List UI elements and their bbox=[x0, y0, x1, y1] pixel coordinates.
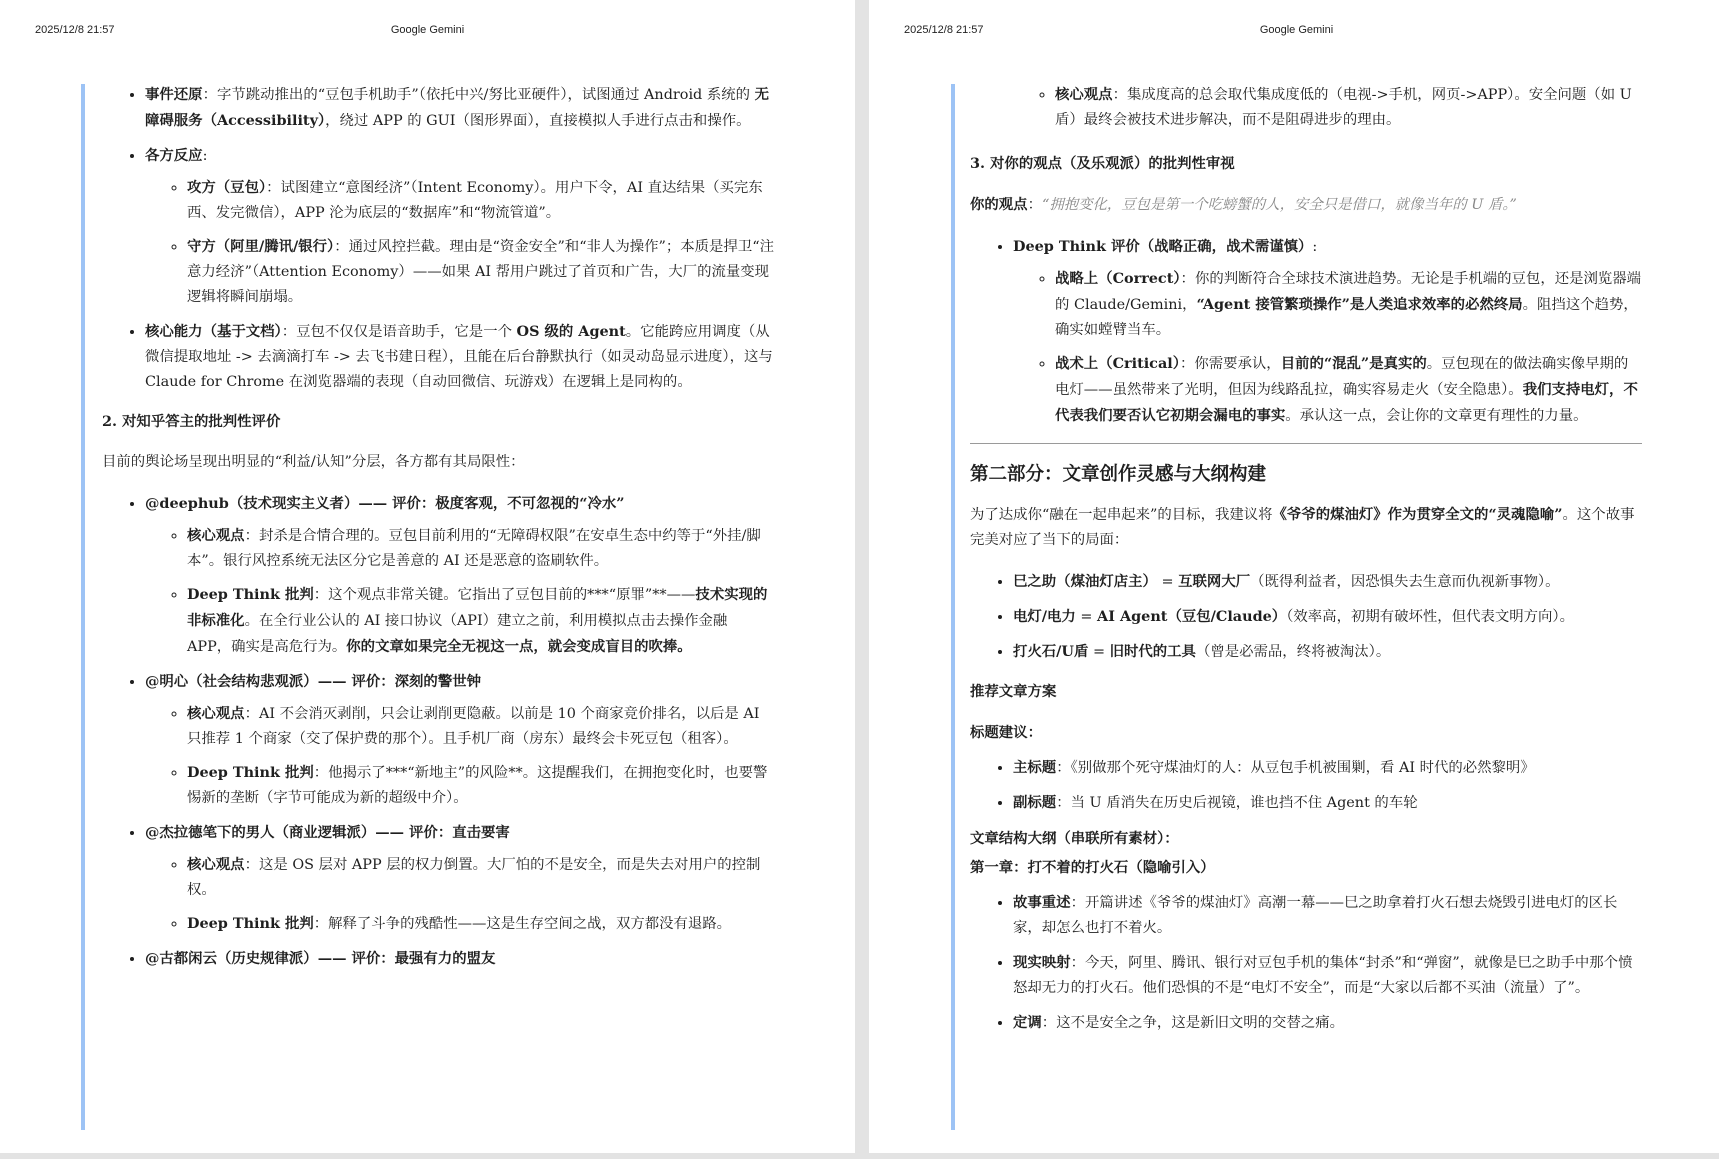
document-page-right bbox=[869, 0, 1719, 1153]
title-list bbox=[970, 755, 1642, 816]
list-item-viewpoint: ◦ 核心观点：AI 不会消灭剥削，只会让剥削更隐蔽。以前是 10 个商家竞价排名，以后是 AI 只推荐 1 个商家（交了保护费的那个）。且手机厂商（房东）最终会卡死豆包（租客）。 bbox=[187, 701, 774, 752]
list-item-mapping: • 巳之助（煤油灯店主） = 互联网大厂（既得利益者，因恐惧失去生意而仇视新事物）。 bbox=[1013, 569, 1642, 595]
title-suggest-label: 标题建议： bbox=[970, 724, 1042, 741]
section-heading-3: 3. 对你的观点（及乐观派）的批判性审视 bbox=[970, 155, 1235, 172]
recommend-heading: 推荐文章方案 bbox=[970, 683, 1057, 700]
print-title: Google Gemini bbox=[390, 24, 465, 36]
section-intro: 目前的舆论场呈现出明显的“利益/认知”分层，各方都有其局限性： bbox=[102, 454, 525, 470]
list-item-deephub: • @deephub（技术现实主义者）—— 评价：极度客观，不可忽视的“冷水” ◦ 核心观点：封杀是合情合理的。豆包目前利用的“无障碍权限”在安卓生态中约等于“外挂/脚本”。银行风控系统无法区分它是善意的 AI 还是恶意的盗刷软件。 ◦ Deep Think 批判：这个观点非常关键。它指出了豆包目前的***“原罪”**——技术实现的非标准化。在全行业公认的 AI 接口协议（API）建立之前，利用模拟点击去操作金融 APP，确实是高危行为。你的文章如果完全无视这一点，就会变成盲目的吹捧。 bbox=[145, 491, 774, 660]
continued-list bbox=[970, 82, 1642, 133]
list-item-chapter: • 定调：这不是安全之争，这是新旧文明的交替之痛。 bbox=[1013, 1010, 1642, 1036]
list-item-attack: ◦ 攻方（豆包）：试图建立“意图经济”（Intent Economy）。用户下令，AI 直达结果（买完东西、发完微信），APP 沦为底层的“数据库”和“物流管道”。 bbox=[187, 175, 774, 226]
page-content bbox=[102, 82, 774, 981]
part-intro: 为了达成你“融在一起串起来”的目标，我建议将《爷爷的煤油灯》作为贯穿全文的“灵魂隐喻”。这个故事完美对应了当下的局面： bbox=[970, 506, 1635, 548]
list-item-title: • 主标题：《别做那个死守煤油灯的人：从豆包手机被围剿，看 AI 时代的必然黎明》 bbox=[1013, 755, 1642, 781]
list-item-reactions: • 各方反应: ◦ 攻方（豆包）：试图建立“意图经济”（Intent Economy）。用户下令，AI 直达结果（买完东西、发完微信），APP 沦为底层的“数据库”和“物流管道”。 ◦ 守方（阿里/腾讯/银行）：通过风控拦截。理由是“资金安全”和“非人为操作”；本质是捍卫“注意力经济”（Attention Economy）——如果 AI 帮用户跳过了首页和广告，大厂的流量变现逻辑将瞬间崩塌。 bbox=[145, 143, 774, 310]
list-item-defense: ◦ 守方（阿里/腾讯/银行）：通过风控拦截。理由是“资金安全”和“非人为操作”；本质是捍卫“注意力经济”（Attention Economy）——如果 AI 帮用户跳过了首页和广告，大厂的流量变现逻辑将瞬间崩塌。 bbox=[187, 234, 774, 310]
print-title: Google Gemini bbox=[1259, 24, 1334, 36]
metaphor-list bbox=[970, 569, 1642, 665]
list-item-core: • 核心能力（基于文档）：豆包不仅仅是语音助手，它是一个 OS 级的 Agent。它能跨应用调度（从微信提取地址 -> 去滴滴打车 -> 去飞书建日程），且能在后台静默执行（如灵动岛显示进度），这与 Claude for Chrome 在浏览器端的表现（自动回微信、玩游戏）在逻辑上是同构的。 bbox=[145, 319, 774, 395]
chapter-list bbox=[970, 890, 1642, 1036]
list-item-jieladi: • @杰拉德笔下的男人（商业逻辑派）—— 评价：直击要害 ◦ 核心观点：这是 OS 层对 APP 层的权力倒置。大厂怕的不是安全，而是失去对用户的控制权。 ◦ Deep Think 批判：解释了斗争的残酷性——这是生存空间之战，双方都没有退路。 bbox=[145, 820, 774, 937]
list-item-viewpoint: ◦ 核心观点：封杀是合情合理的。豆包目前利用的“无障碍权限”在安卓生态中约等于“外挂/脚本”。银行风控系统无法区分它是善意的 AI 还是恶意的盗刷软件。 bbox=[187, 523, 774, 574]
list-item-mapping: • 打火石/U盾 = 旧时代的工具（曾是必需品，终将被淘汰）。 bbox=[1013, 639, 1642, 665]
part-heading: 第二部分：文章创作灵感与大纲构建 bbox=[970, 464, 1267, 485]
list-item-tactics: ◦ 战术上（Critical）：你需要承认，目前的“混乱”是真实的。豆包现在的做法确实像早期的电灯——虽然带来了光明，但因为线路乱拉，确实容易走火（安全隐患）。我们支持电灯，不代表我们要否认它初期会漏电的事实。承认这一点，会让你的文章更有理性的力量。 bbox=[1055, 351, 1642, 429]
list-item-critique: ◦ Deep Think 批判：解释了斗争的残酷性——这是生存空间之战，双方都没有退路。 bbox=[187, 911, 774, 937]
quote-bar bbox=[951, 84, 955, 1130]
list-item-chapter: • 现实映射：今天，阿里、腾讯、银行对豆包手机的集体“封杀”和“弹窗”，就像是巳之助手中那个愤怒却无力的打火石。他们恐惧的不是“电灯不安全”，而是“大家以后都不买油（流量）了”。 bbox=[1013, 950, 1642, 1001]
list-item-mingxin: • @明心（社会结构悲观派）—— 评价：深刻的警世钟 ◦ 核心观点：AI 不会消灭剥削，只会让剥削更隐蔽。以前是 10 个商家竞价排名，以后是 AI 只推荐 1 个商家（交了保护费的那个）。且手机厂商（房东）最终会卡死豆包（租客）。 ◦ Deep Think 批判：他揭示了***“新地主”的风险**。这提醒我们，在拥抱变化时，也要警惕新的垄断（字节可能成为新的超级中介）。 bbox=[145, 669, 774, 811]
list-item-event: • 事件还原：字节跳动推出的“豆包手机助手”（依托中兴/努比亚硬件），试图通过 Android 系统的 无障碍服务（Accessibility），绕过 APP 的 GUI（图形界面），直接模拟人手进行点击和操作。 bbox=[145, 82, 774, 134]
outline-label: 文章结构大纲（串联所有素材）： bbox=[970, 830, 1179, 847]
print-header bbox=[869, 24, 1719, 40]
your-view: 你的观点：“拥抱变化，豆包是第一个吃螃蟹的人，安全只是借口，就像当年的 U 盾。” bbox=[970, 196, 1517, 213]
critique-list bbox=[102, 491, 774, 972]
divider bbox=[970, 443, 1642, 444]
quote-bar bbox=[81, 84, 85, 1130]
list-item-mapping: • 电灯/电力 = AI Agent（豆包/Claude）（效率高，初期有破坏性，但代表文明方向）。 bbox=[1013, 604, 1642, 630]
list-item-strategy: ◦ 战略上（Correct）：你的判断符合全球技术演进趋势。无论是手机端的豆包，还是浏览器端的 Claude/Gemini，“Agent 接管繁琐操作”是人类追求效率的必然终局。阻挡这个趋势，确实如螳臂当车。 bbox=[1055, 266, 1642, 343]
summary-list bbox=[102, 82, 774, 395]
list-item-critique: ◦ Deep Think 批判：他揭示了***“新地主”的风险**。这提醒我们，在拥抱变化时，也要警惕新的垄断（字节可能成为新的超级中介）。 bbox=[187, 760, 774, 811]
print-date: 2025/12/8 21:57 bbox=[35, 24, 115, 36]
list-item-chapter: • 故事重述：开篇讲述《爷爷的煤油灯》高潮一幕——巳之助拿着打火石想去烧毁引进电灯的区长家，却怎么也打不着火。 bbox=[1013, 890, 1642, 941]
list-item-viewpoint: ◦ 核心观点：这是 OS 层对 APP 层的权力倒置。大厂怕的不是安全，而是失去对用户的控制权。 bbox=[187, 852, 774, 903]
section-heading-2: 2. 对知乎答主的批判性评价 bbox=[102, 413, 281, 430]
chapter-heading: 第一章：打不着的打火石（隐喻引入） bbox=[970, 859, 1215, 876]
document-page-left bbox=[0, 0, 855, 1153]
page-content bbox=[970, 82, 1642, 1045]
list-item-deepthink: • Deep Think 评价（战略正确，战术需谨慎）: ◦ 战略上（Correct）：你的判断符合全球技术演进趋势。无论是手机端的豆包，还是浏览器端的 Claude/Gemini，“Agent 接管繁琐操作”是人类追求效率的必然终局。阻挡这个趋势，确实如螳臂当车。 ◦ 战术上（Critical）：你需要承认，目前的“混乱”是真实的。豆包现在的做法确实像早期的电灯——虽然带来了光明，但因为线路乱拉，确实容易走火（安全隐患）。我们支持电灯，不代表我们要否认它初期会漏电的事实。承认这一点，会让你的文章更有理性的力量。 bbox=[1013, 234, 1642, 429]
list-item-gudu: • @古都闲云（历史规律派）—— 评价：最强有力的盟友 bbox=[145, 946, 774, 972]
deepthink-list bbox=[970, 234, 1642, 429]
list-item-critique: ◦ Deep Think 批判：这个观点非常关键。它指出了豆包目前的***“原罪”**——技术实现的非标准化。在全行业公认的 AI 接口协议（API）建立之前，利用模拟点击去操作金融 APP，确实是高危行为。你的文章如果完全无视这一点，就会变成盲目的吹捧。 bbox=[187, 582, 774, 660]
list-item-viewpoint: ◦ 核心观点：集成度高的总会取代集成度低的（电视->手机，网页->APP）。安全问题（如 U 盾）最终会被技术进步解决，而不是阻碍进步的理由。 bbox=[1055, 82, 1642, 133]
list-item-title: • 副标题：当 U 盾消失在历史后视镜，谁也挡不住 Agent 的车轮 bbox=[1013, 790, 1642, 816]
print-date: 2025/12/8 21:57 bbox=[904, 24, 984, 36]
print-header bbox=[0, 24, 855, 40]
